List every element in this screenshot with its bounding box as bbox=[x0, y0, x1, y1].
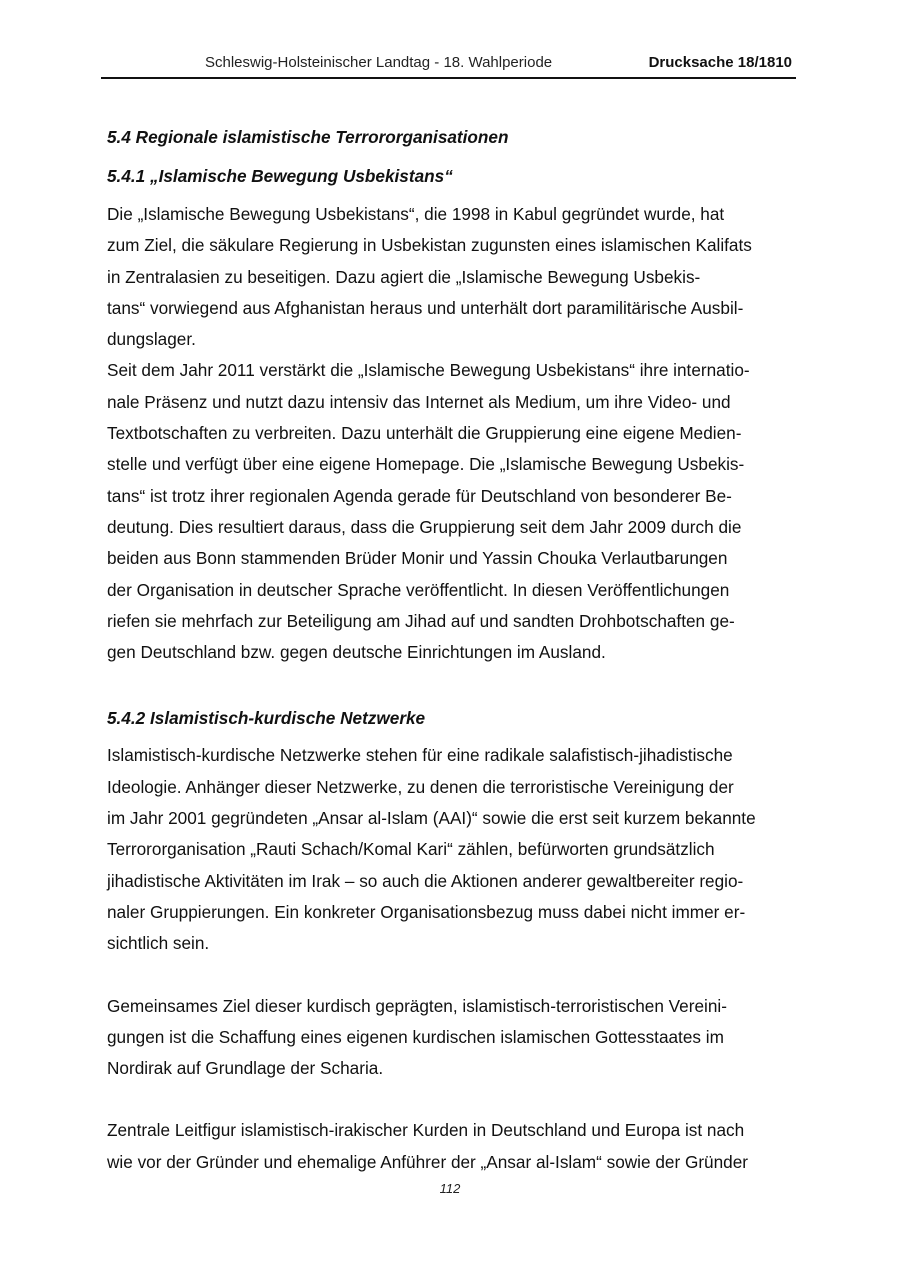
text-line: stelle und verfügt über eine eigene Homepage. Die „Islamische Bewegung Usbekis- bbox=[107, 454, 745, 475]
text-line: tans“ vorwiegend aus Afghanistan heraus und unterhält dort paramilitärische Ausbil- bbox=[107, 297, 744, 318]
text-line: gungen ist die Schaffung eines eigenen kurdischen islamischen Gottesstaates im bbox=[107, 1026, 724, 1047]
text-line: Islamistisch-kurdische Netzwerke stehen für eine radikale salafistisch-jihadistische bbox=[107, 745, 733, 766]
document-body bbox=[107, 125, 797, 1178]
text-line: beiden aus Bonn stammenden Brüder Monir und Yassin Chouka Verlautbarungen bbox=[107, 548, 728, 569]
text-line: dungslager. bbox=[107, 329, 196, 350]
section-heading: 5.4 Regionale islamistische Terrororganisationen bbox=[107, 127, 509, 147]
paragraph-central-figure bbox=[107, 1115, 797, 1178]
text-line: tans“ ist trotz ihrer regionalen Agenda gerade für Deutschland von besonderer Be- bbox=[107, 485, 732, 506]
subsection-heading-5-4-2: 5.4.2 Islamistisch-kurdische Netzwerke bbox=[107, 708, 426, 729]
text-line: in Zentralasien zu beseitigen. Dazu agiert die „Islamische Bewegung Usbekis- bbox=[107, 266, 701, 287]
text-line: Textbotschaften zu verbreiten. Dazu unterhält die Gruppierung eine eigene Medien- bbox=[107, 423, 742, 444]
text-line: Die „Islamische Bewegung Usbekistans“, die 1998 in Kabul gegründet wurde, hat bbox=[107, 204, 725, 224]
page-number: 112 bbox=[439, 1181, 461, 1196]
paragraph-imu-presence bbox=[107, 355, 797, 668]
text-line: deutung. Dies resultiert daraus, dass die Gruppierung seit dem Jahr 2009 durch die bbox=[107, 516, 742, 537]
page-header bbox=[101, 50, 796, 79]
text-line: nale Präsenz und nutzt dazu intensiv das Internet als Medium, um ihre Video- und bbox=[107, 391, 731, 412]
text-line: Terrororganisation „Rauti Schach/Komal Kari“ zählen, befürworten grundsätzlich bbox=[107, 839, 715, 860]
text-line: der Organisation in deutscher Sprache veröffentlicht. In diesen Veröffentlichungen bbox=[107, 579, 730, 600]
subsection-heading-5-4-1: 5.4.1 „Islamische Bewegung Usbekistans“ bbox=[107, 166, 453, 186]
drucksache-number: Drucksache 18/1810 bbox=[648, 54, 792, 71]
text-line: riefen sie mehrfach zur Beteiligung am Jihad auf und sandten Drohbotschaften ge- bbox=[107, 610, 735, 631]
text-line: Nordirak auf Grundlage der Scharia. bbox=[107, 1058, 384, 1079]
text-line: im Jahr 2001 gegründeten „Ansar al-Islam (AAI)“ sowie die erst seit kurzem bekannte bbox=[107, 808, 756, 829]
paragraph-kurdish-networks bbox=[107, 740, 797, 959]
text-line: Gemeinsames Ziel dieser kurdisch geprägten, islamistisch-terroristischen Vereini- bbox=[107, 995, 727, 1016]
text-line: Ideologie. Anhänger dieser Netzwerke, zu denen die terroristische Vereinigung der bbox=[107, 776, 734, 797]
text-line: Zentrale Leitfigur islamistisch-irakischer Kurden in Deutschland und Europa ist nach bbox=[107, 1120, 745, 1141]
text-line: zum Ziel, die säkulare Regierung in Usbekistan zugunsten eines islamischen Kalifats bbox=[107, 235, 752, 256]
paragraph-common-goal bbox=[107, 991, 797, 1085]
text-line: Seit dem Jahr 2011 verstärkt die „Islamische Bewegung Usbekistans“ ihre internatio- bbox=[107, 360, 750, 381]
text-line: naler Gruppierungen. Ein konkreter Organisationsbezug muss dabei nicht immer er- bbox=[107, 901, 746, 922]
text-line: jihadistische Aktivitäten im Irak – so auch die Aktionen anderer gewaltbereiter regio- bbox=[107, 870, 744, 891]
text-line: sichtlich sein. bbox=[107, 933, 210, 954]
text-line: wie vor der Gründer und ehemalige Anführer der „Ansar al-Islam“ sowie der Gründer bbox=[107, 1151, 749, 1172]
running-title: Schleswig-Holsteinischer Landtag - 18. Wahlperiode bbox=[205, 54, 553, 71]
text-line: gen Deutschland bzw. gegen deutsche Einrichtungen im Ausland. bbox=[107, 642, 606, 663]
paragraph-imu-intro bbox=[107, 199, 797, 355]
